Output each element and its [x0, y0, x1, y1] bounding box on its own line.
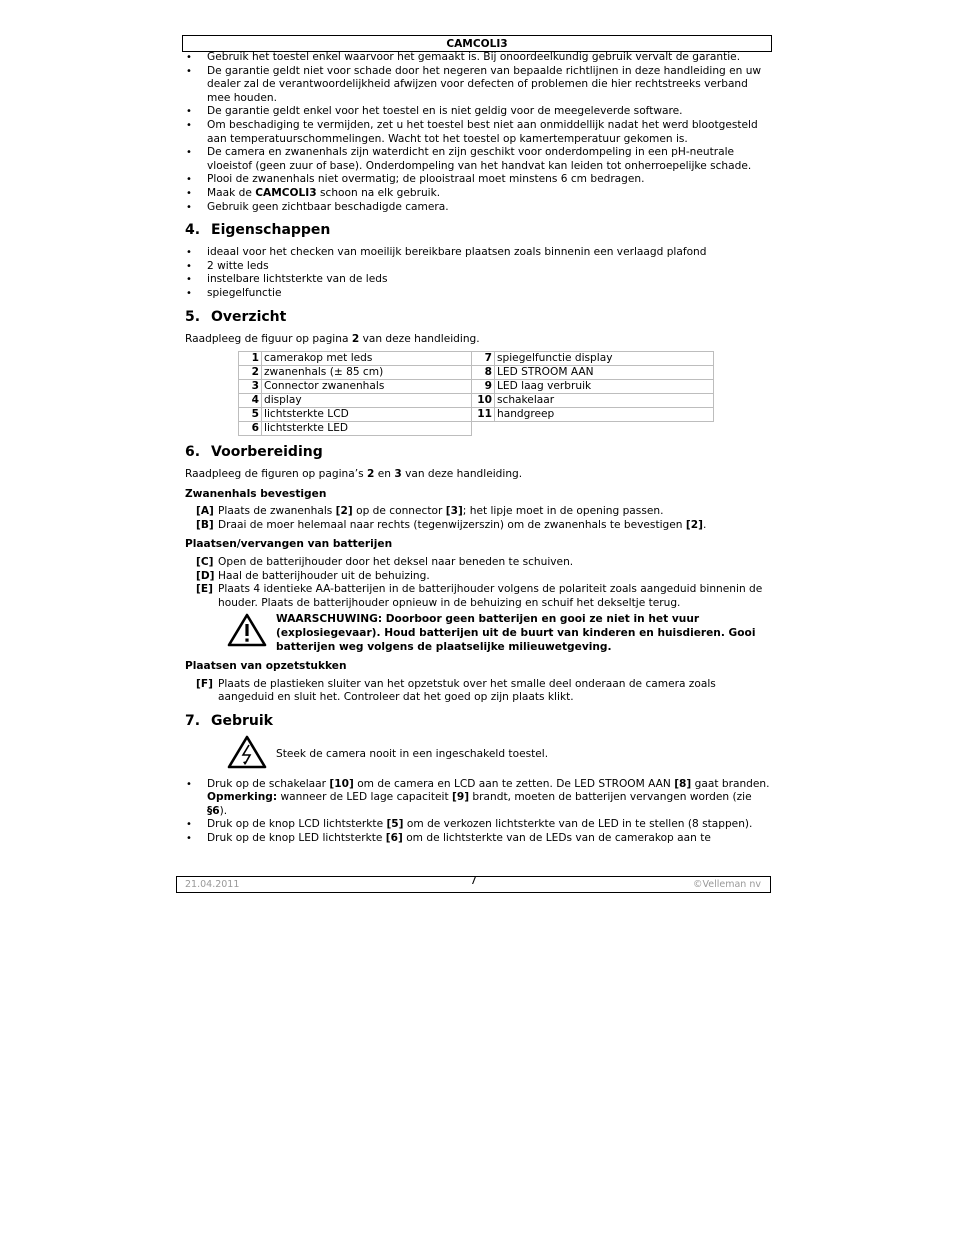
step-e: [185, 583, 770, 610]
part-number: 3: [239, 380, 262, 394]
step-tag: [C]: [196, 556, 214, 569]
battery-warning: [185, 613, 770, 654]
part-number: 8: [472, 366, 495, 380]
usage-note: [207, 791, 770, 818]
text-run: Maak de: [207, 186, 256, 199]
part-number: 1: [239, 352, 262, 366]
list-item: • instelbare lichtsterkte van de leds: [185, 273, 770, 287]
part-desc: handgreep: [495, 408, 714, 422]
safety-list: [185, 51, 770, 214]
text-run: om de verkozen lichtsterkte van de LED in te stellen (8 stappen).: [403, 818, 753, 831]
part-desc: lichtsterkte LED: [262, 422, 472, 436]
list-item: • De garantie geldt niet voor schade door het negeren van bepaalde richtlijnen in deze handleiding en uw dealer zal de verantwoordelijkheid afwijzen voor defecten of problemen die hier rechtstreeks verband mee houden.: [185, 65, 770, 106]
footer-copyright: ©Velleman nv: [693, 879, 761, 890]
part-number: 5: [239, 408, 262, 422]
text-run: Raadpleeg de figuur op pagina: [185, 332, 352, 345]
text-run: ; het lipje moet in de opening passen.: [462, 505, 664, 518]
shock-warning-text: Steek de camera nooit in een ingeschakeld toestel.: [276, 747, 549, 760]
list-item: • 2 witte leds: [185, 260, 770, 274]
step-tag: [A]: [196, 505, 214, 518]
list-item: • Gebruik geen zichtbaar beschadigde camera.: [185, 201, 770, 215]
step-tag: [D]: [196, 569, 215, 582]
part-desc: spiegelfunctie display: [495, 352, 714, 366]
section-number: 7.: [185, 713, 201, 729]
product-name: CAMCOLI3: [255, 186, 317, 199]
section-heading-gebruik: [185, 713, 770, 730]
section-heading-eigenschappen: [185, 222, 770, 239]
text-run: om de camera en LCD aan te zetten. De LED STROOM AAN: [353, 777, 675, 790]
part-desc: LED STROOM AAN: [495, 366, 714, 380]
section-number: 6.: [185, 444, 201, 461]
text-run: om de lichtsterkte van de LEDs van de camerakop aan te: [402, 831, 711, 844]
text-run: Open de batterijhouder door het deksel naar beneden te schuiven.: [218, 556, 574, 569]
text-run: Draai de moer helemaal naar rechts (tegenwijzerszin) om de zwanenhals te bevestigen: [218, 518, 686, 531]
list-item: [185, 187, 770, 201]
text-run: .: [702, 518, 707, 531]
part-desc: zwanenhals (± 85 cm): [262, 366, 472, 380]
section-title: Gebruik: [211, 713, 273, 729]
warning-text: WAARSCHUWING: Doorboor geen batterijen en gooi ze niet in het vuur (explosiegevaar). Houd batterijen uit de buurt van kinderen en huisdieren. Gooi batterijen weg volgens de plaatselijke milieuwetgeving.: [276, 613, 756, 653]
text-run: ).: [219, 804, 228, 817]
list-item: [185, 778, 770, 819]
part-desc: camerakop met leds: [262, 352, 472, 366]
text-run: op de connector: [352, 505, 446, 518]
shock-warning: [185, 735, 770, 774]
part-ref: [6]: [385, 831, 403, 844]
part-ref: [5]: [386, 818, 404, 831]
section-heading-voorbereiding: [185, 444, 770, 461]
table-row: [239, 380, 714, 394]
step-tag: [F]: [196, 677, 213, 690]
part-number: 7: [472, 352, 495, 366]
list-item: • De garantie geldt enkel voor het toestel en is niet geldig voor de meegeleverde software.: [185, 105, 770, 119]
text-run: en: [374, 468, 395, 481]
part-ref: [10]: [329, 777, 354, 790]
part-desc: display: [262, 394, 472, 408]
overview-intro: [185, 333, 770, 347]
list-item: [185, 818, 770, 832]
text-run: Druk op de knop LED lichtsterkte: [207, 831, 386, 844]
text-run: Druk op de schakelaar: [207, 777, 330, 790]
subheading-attachments: Plaatsen van opzetstukken: [185, 660, 347, 673]
text-run: van deze handleiding.: [359, 332, 480, 345]
section-number: 4.: [185, 222, 201, 239]
section-title: Overzicht: [211, 308, 287, 325]
part-number: 11: [472, 408, 495, 422]
part-number: 2: [239, 366, 262, 380]
table-row: [239, 394, 714, 408]
electric-shock-icon: [227, 735, 267, 774]
text-run: Raadpleeg de figuren op pagina’s: [185, 468, 367, 481]
text-run: wanneer de LED lage capaciteit: [277, 791, 452, 804]
list-item: • ideaal voor het checken van moeilijk bereikbare plaatsen zoals binnenin een verlaagd plafond: [185, 246, 770, 260]
parts-table: [238, 351, 714, 436]
preparation-intro: [185, 468, 770, 482]
step-d: [185, 570, 770, 584]
step-tag: [B]: [196, 518, 214, 531]
part-desc: schakelaar: [495, 394, 714, 408]
part-ref: [9]: [452, 791, 470, 804]
document-footer: [176, 876, 771, 893]
list-item: [185, 832, 770, 846]
step-c: [185, 556, 770, 570]
text-run: Haal de batterijhouder uit de behuizing.: [218, 569, 430, 582]
list-item: • spiegelfunctie: [185, 287, 770, 301]
section-heading-overzicht: [185, 309, 770, 326]
table-row: [239, 422, 714, 436]
page-ref: 2: [367, 468, 375, 481]
section-title: Voorbereiding: [211, 444, 323, 461]
part-ref: [8]: [674, 777, 692, 790]
step-b: [185, 519, 770, 533]
text-run: Plaats de plastieken sluiter van het opzetstuk over het smalle deel onderaan de camera zoals aangeduid en sluit het. Controleer dat het goed op zijn plaats klikt.: [218, 677, 716, 704]
table-row: [239, 366, 714, 380]
part-desc: lichtsterkte LCD: [262, 408, 472, 422]
page-ref: 3: [394, 468, 402, 481]
table-row: [239, 352, 714, 366]
footer-date: 21.04.2011: [185, 879, 240, 890]
text-run: van deze handleiding.: [401, 468, 523, 481]
page-number: 7: [470, 874, 477, 887]
table-row: [239, 408, 714, 422]
section-ref: §6: [207, 804, 220, 817]
note-label: Opmerking:: [207, 791, 278, 804]
subheading-batteries: Plaatsen/vervangen van batterijen: [185, 538, 393, 551]
step-a: [185, 505, 770, 519]
part-ref: [2]: [685, 518, 703, 531]
text-run: gaat branden.: [691, 777, 770, 790]
page-ref: 2: [351, 332, 360, 345]
part-number: 9: [472, 380, 495, 394]
text-run: Plaats 4 identieke AA-batterijen in de batterijhouder volgens de polariteit zoals aangeduid binnenin de houder. Plaats de batterijhouder opnieuw in de behuizing en schuif het dekseltje terug.: [218, 583, 763, 609]
warning-triangle-icon: [227, 613, 267, 652]
list-item: • Om beschadiging te vermijden, zet u het toestel best niet aan onmiddellijk nadat het werd blootgesteld aan temperatuurschommelingen. Wacht tot het toestel op kamertemperatuur gekomen is.: [185, 119, 770, 146]
text-run: brandt, moeten de batterijen vervangen worden (zie: [469, 791, 752, 804]
empty-cell: [472, 422, 495, 436]
part-desc: LED laag verbruik: [495, 380, 714, 394]
product-code: CAMCOLI3: [446, 38, 508, 50]
section-title: Eigenschappen: [211, 222, 331, 239]
empty-cell: [495, 422, 714, 436]
manual-page: [185, 51, 770, 846]
text-run: Druk op de knop LCD lichtsterkte: [207, 818, 387, 831]
subheading-gooseneck: Zwanenhals bevestigen: [185, 487, 327, 500]
part-desc: Connector zwanenhals: [262, 380, 472, 394]
part-ref: [3]: [445, 505, 463, 518]
usage-list: [185, 778, 770, 846]
list-item: • Plooi de zwanenhals niet overmatig; de plooistraal moet minstens 6 cm bedragen.: [185, 173, 770, 187]
list-item: • Gebruik het toestel enkel waarvoor het gemaakt is. Bij onoordeelkundig gebruik vervalt de garantie.: [185, 51, 770, 65]
document-header: [182, 35, 772, 52]
step-f: [185, 678, 770, 705]
features-list: [185, 246, 770, 300]
part-number: 10: [472, 394, 495, 408]
section-number: 5.: [185, 308, 201, 325]
text-run: Plaats de zwanenhals: [218, 505, 336, 518]
list-item: • De camera en zwanenhals zijn waterdicht en zijn geschikt voor onderdompeling in een pH-neutrale vloeistof (geen zuur of base). Onderdompeling van het handvat kan leiden tot onherroepelijke schade.: [185, 146, 770, 173]
part-number: 4: [239, 394, 262, 408]
step-tag: [E]: [196, 583, 213, 596]
part-number: 6: [239, 422, 262, 436]
part-ref: [2]: [335, 505, 353, 518]
text-run: schoon na elk gebruik.: [316, 186, 441, 199]
